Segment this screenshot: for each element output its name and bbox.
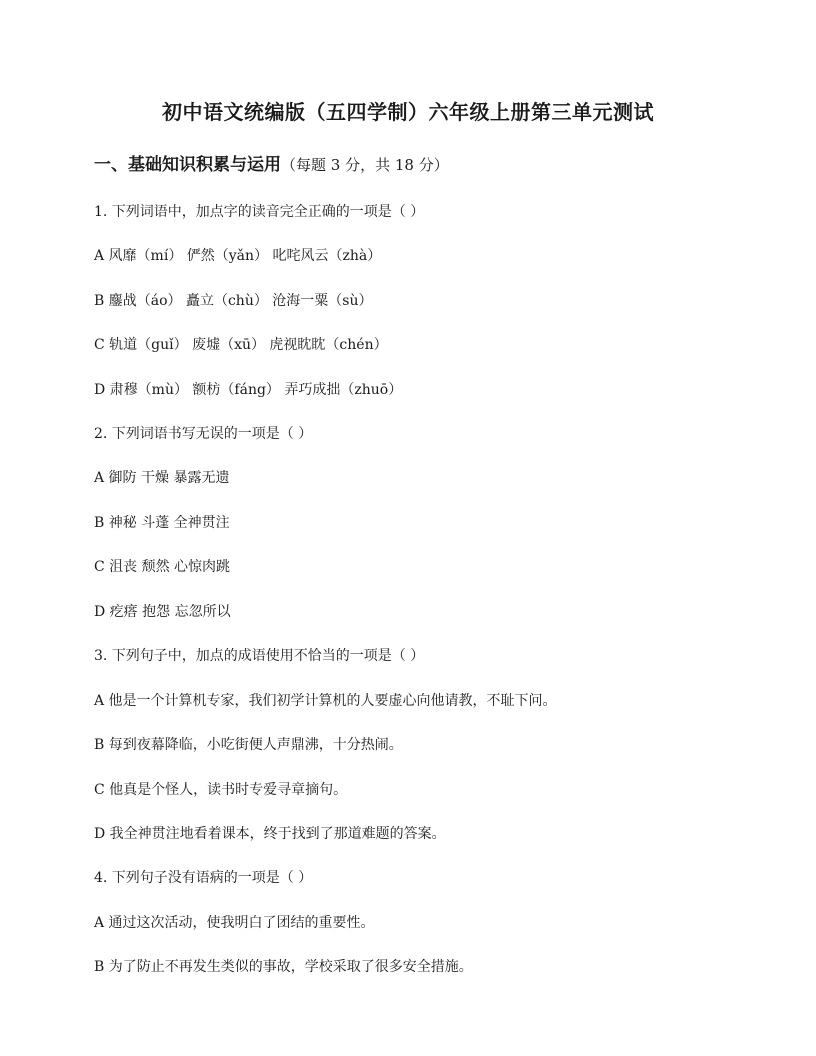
question-3-option-a: A 他是一个计算机专家，我们初学计算机的人要虚心向他请教，不耻下问。	[94, 693, 557, 709]
question-3-option-b: B 每到夜幕降临，小吃街便人声鼎沸，十分热闹。	[94, 737, 403, 753]
question-4: 4. 下列句子没有语病的一项是（ ）	[94, 870, 313, 886]
question-1-option-a: A 风靡（mí） 俨然（yǎn） 叱咤风云（zhà）	[94, 248, 382, 264]
question-1-option-c: C 轨道（guǐ） 废墟（xū） 虎视眈眈（chén）	[94, 337, 388, 353]
question-2-option-d: D 疙瘩 抱怨 忘忽所以	[94, 604, 231, 620]
section-heading	[94, 150, 449, 175]
question-2: 2. 下列词语书写无误的一项是（ ）	[94, 426, 313, 442]
question-1: 1. 下列词语中，加点字的读音完全正确的一项是（ ）	[94, 204, 425, 220]
question-3-option-d: D 我全神贯注地看着课本，终于找到了那道难题的答案。	[94, 826, 446, 842]
question-4-option-b: B 为了防止不再发生类似的事故，学校采取了很多安全措施。	[94, 959, 473, 975]
question-3: 3. 下列句子中，加点的成语使用不恰当的一项是（ ）	[94, 648, 425, 664]
section-score-note: （每题 3 分，共 18 分）	[281, 156, 449, 174]
document-title: 初中语文统编版（五四学制）六年级上册第三单元测试	[162, 100, 654, 124]
question-3-option-c: C 他真是个怪人，读书时专爱寻章摘句。	[94, 782, 348, 798]
question-1-option-b: B 鏖战（áo） 矗立（chù） 沧海一粟（sù）	[94, 293, 373, 309]
question-2-option-b: B 神秘 斗蓬 全神贯注	[94, 515, 230, 531]
question-2-option-a: A 御防 干燥 暴露无遗	[94, 470, 230, 486]
question-2-option-c: C 沮丧 颓然 心惊肉跳	[94, 559, 231, 575]
section-heading-text: 一、基础知识积累与运用	[94, 155, 281, 175]
question-4-option-a: A 通过这次活动，使我明白了团结的重要性。	[94, 915, 375, 931]
question-1-option-d: D 肃穆（mù） 额枋（fáng） 弄巧成拙（zhuō）	[94, 382, 403, 398]
